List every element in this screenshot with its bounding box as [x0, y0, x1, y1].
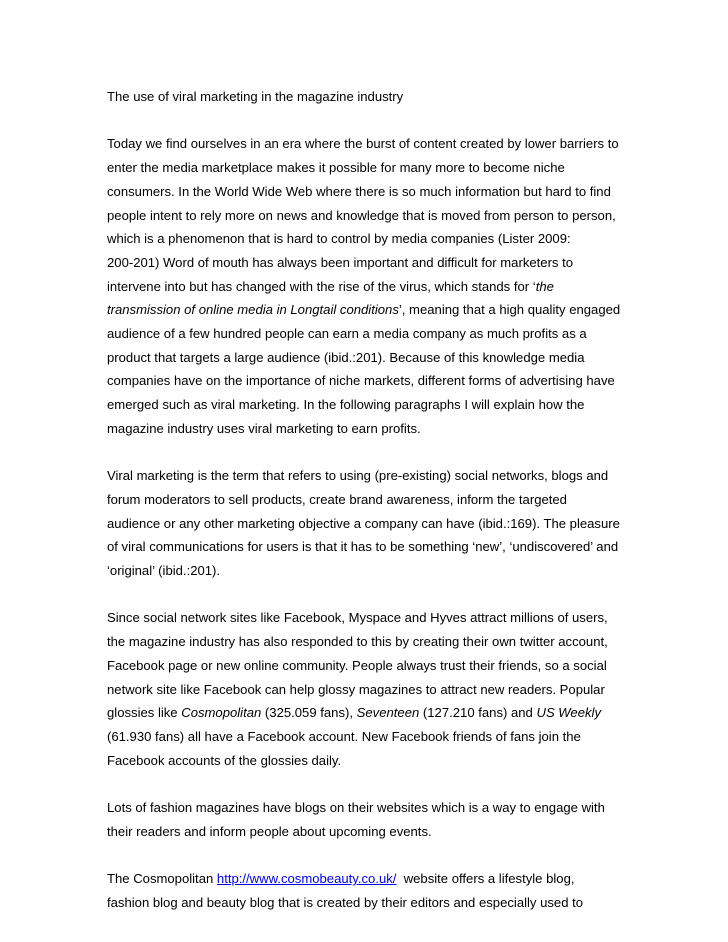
text-line: audience or any other marketing objective a company can have (ibid.:169). The pleasure	[107, 515, 620, 531]
italic-text: Seventeen	[356, 705, 420, 721]
text-line: magazine industry uses viral marketing to earn profits.	[107, 420, 421, 436]
text-line	[107, 275, 627, 299]
text-segment: glossies like	[107, 705, 182, 721]
text-line: Today we find ourselves in an era where the burst of content created by lower barriers to	[107, 136, 619, 152]
document-title: The use of viral marketing in the magazine industry	[107, 89, 404, 104]
text-line: their readers and inform people about upcoming events.	[107, 823, 432, 839]
paragraph-1	[107, 132, 627, 440]
text-line: people intent to rely more on news and knowledge that is moved from person to person,	[107, 207, 616, 223]
text-line: emerged such as viral marketing. In the following paragraphs I will explain how the	[107, 397, 585, 413]
text-line: (61.930 fans) all have a Facebook account. New Facebook friends of fans join the	[107, 728, 581, 744]
text-line: ‘original’ (ibid.:201).	[107, 563, 221, 579]
paragraph-5	[107, 867, 627, 914]
paragraph-3	[107, 606, 627, 772]
text-line: Lots of fashion magazines have blogs on their websites which is a way to engage with	[107, 800, 605, 816]
text-line	[107, 867, 627, 891]
text-line: consumers. In the World Wide Web where there is so much information but hard to find	[107, 183, 611, 199]
paragraph-2	[107, 464, 627, 583]
text-line: the magazine industry has also responded to this by creating their own twitter account,	[107, 634, 608, 650]
text-line: product that targets a large audience (ibid.:201). Because of this knowledge media	[107, 349, 585, 365]
text-line: of viral communications for users is that it has to be something ‘new’, ‘undiscovered’ and	[107, 539, 619, 555]
text-line: companies have on the importance of niche markets, different forms of advertising have	[107, 373, 615, 389]
text-segment: ’, meaning that a high quality engaged	[398, 302, 621, 318]
text-line: forum moderators to sell products, create brand awareness, inform the targeted	[107, 491, 567, 507]
text-line	[107, 701, 627, 725]
text-line	[107, 298, 627, 322]
text-line: network site like Facebook can help glossy magazines to attract new readers. Popular	[107, 681, 605, 697]
text-line: fashion blog and beauty blog that is created by their editors and especially used to	[107, 894, 584, 910]
italic-text: US Weekly	[536, 705, 602, 721]
text-segment: intervene into but has changed with the rise of the virus, which stands for ‘	[107, 278, 536, 294]
italic-text: the	[535, 278, 554, 294]
paragraph-4	[107, 796, 627, 843]
text-segment: The Cosmopolitan	[107, 871, 217, 887]
text-line: which is a phenomenon that is hard to control by media companies (Lister 2009:	[107, 231, 571, 247]
italic-text: transmission of online media in Longtail conditions	[107, 302, 399, 318]
text-segment: (325.059 fans),	[261, 705, 357, 721]
cosmobeauty-link[interactable]: http://www.cosmobeauty.co.uk/	[216, 871, 397, 887]
text-line: Viral marketing is the term that refers to using (pre-existing) social networks, blogs and	[107, 468, 609, 484]
text-line: Facebook accounts of the glossies daily.	[107, 752, 342, 768]
text-line: audience of a few hundred people can earn a media company as much profits as a	[107, 326, 587, 342]
italic-text: Cosmopolitan	[181, 705, 262, 721]
text-segment: (127.210 fans) and	[419, 705, 537, 721]
document-page	[107, 85, 627, 938]
text-line: enter the media marketplace makes it possible for many more to become niche	[107, 160, 565, 176]
text-line: 200-201) Word of mouth has always been important and difficult for marketers to	[107, 254, 574, 270]
text-line: Since social network sites like Facebook, Myspace and Hyves attract millions of users,	[107, 610, 608, 626]
text-line: Facebook page or new online community. People always trust their friends, so a social	[107, 657, 607, 673]
text-segment: website offers a lifestyle blog,	[396, 871, 575, 887]
